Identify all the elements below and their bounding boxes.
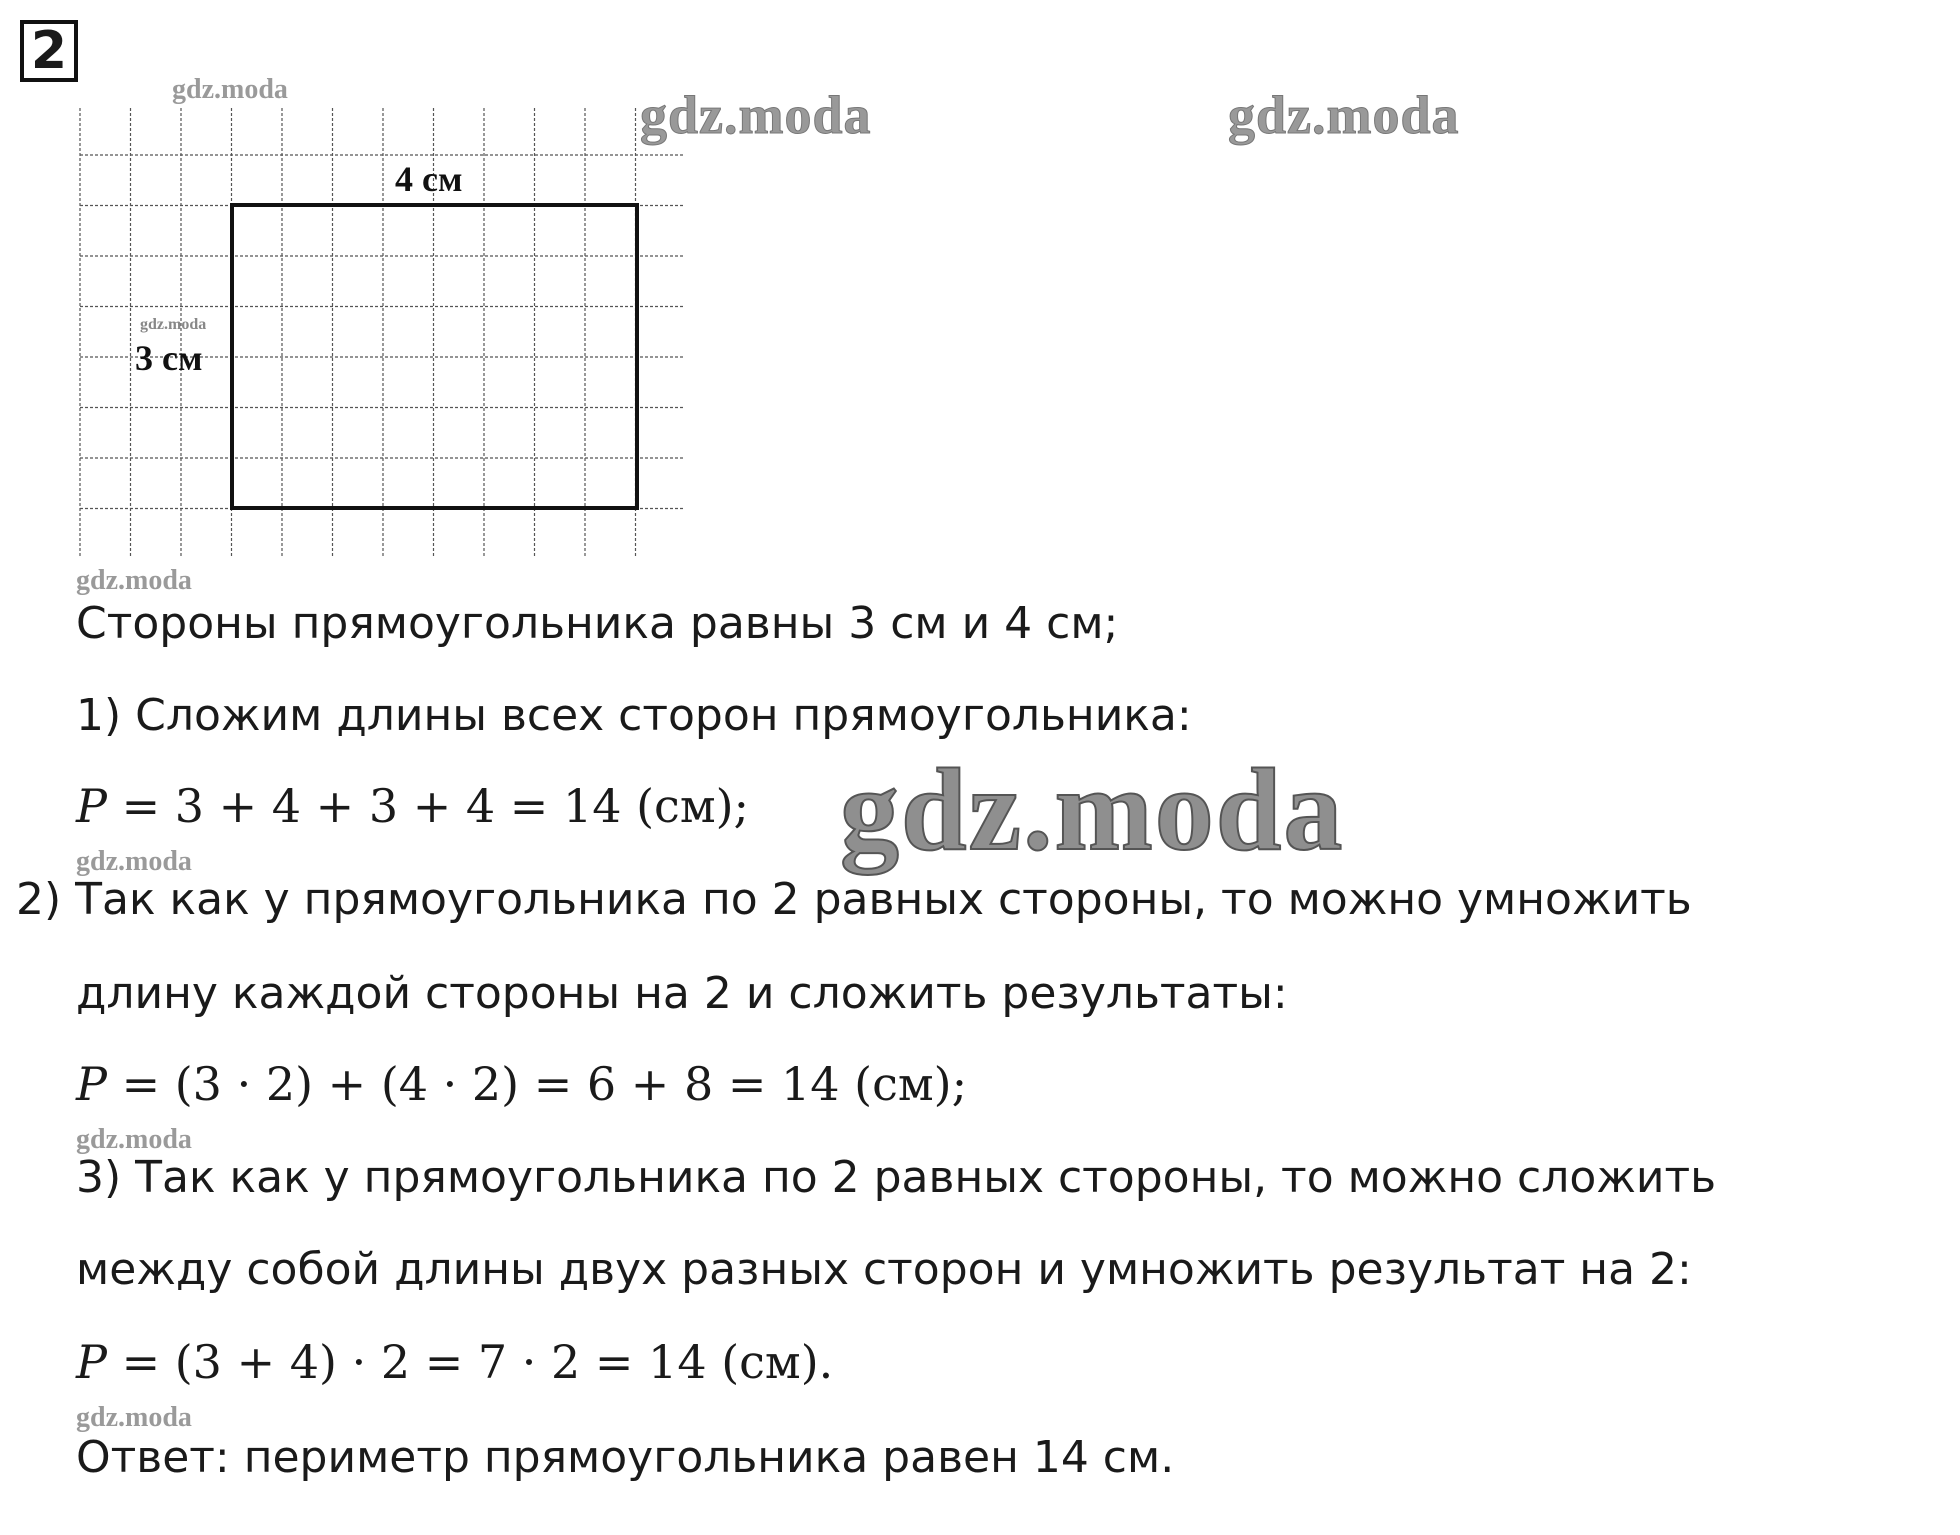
watermark: gdz.moda	[640, 85, 872, 145]
step2-line-1: 2) Так как у прямоугольника по 2 равных стороны, то можно умножить	[16, 874, 1692, 925]
step1-line: 1) Сложим длины всех сторон прямоугольника:	[76, 690, 1192, 741]
step3-line-1: 3) Так как у прямоугольника по 2 равных стороны, то можно сложить	[76, 1152, 1717, 1203]
formula-1-body: = 3 + 4 + 3 + 4 = 14 (см);	[106, 779, 750, 833]
watermark: gdz.moda	[76, 1402, 192, 1433]
top-dimension-label: 4 см	[395, 159, 463, 199]
intro-line: Стороны прямоугольника равны 3 см и 4 см;	[76, 598, 1119, 649]
formula-3-body: = (3 + 4) · 2 = 7 · 2 = 14 (см).	[106, 1335, 834, 1389]
watermark: gdz.moda	[140, 316, 207, 333]
watermark: gdz.moda	[76, 1124, 192, 1155]
formula-1	[76, 780, 749, 832]
step2-line-2: длину каждой стороны на 2 и сложить результаты:	[76, 968, 1288, 1019]
formula-3	[76, 1336, 833, 1388]
watermark: gdz.moda	[1228, 85, 1460, 145]
formula-2-var: P	[76, 1057, 107, 1111]
formula-2-body: = (3 · 2) + (4 · 2) = 6 + 8 = 14 (см);	[106, 1057, 968, 1111]
watermark: gdz.moda	[76, 846, 192, 877]
task-number: 2	[20, 20, 78, 82]
watermark: gdz.moda	[172, 74, 288, 105]
step3-line-2: между собой длины двух разных сторон и умножить результат на 2:	[76, 1244, 1692, 1295]
answer-line: Ответ: периметр прямоугольника равен 14 см.	[76, 1432, 1175, 1483]
watermark: gdz.moda	[76, 565, 192, 596]
formula-1-var: P	[76, 779, 107, 833]
watermark-large: gdz.moda	[840, 744, 1345, 875]
formula-2	[76, 1058, 967, 1110]
side-dimension-label: 3 см	[135, 338, 203, 378]
formula-3-var: P	[76, 1335, 107, 1389]
